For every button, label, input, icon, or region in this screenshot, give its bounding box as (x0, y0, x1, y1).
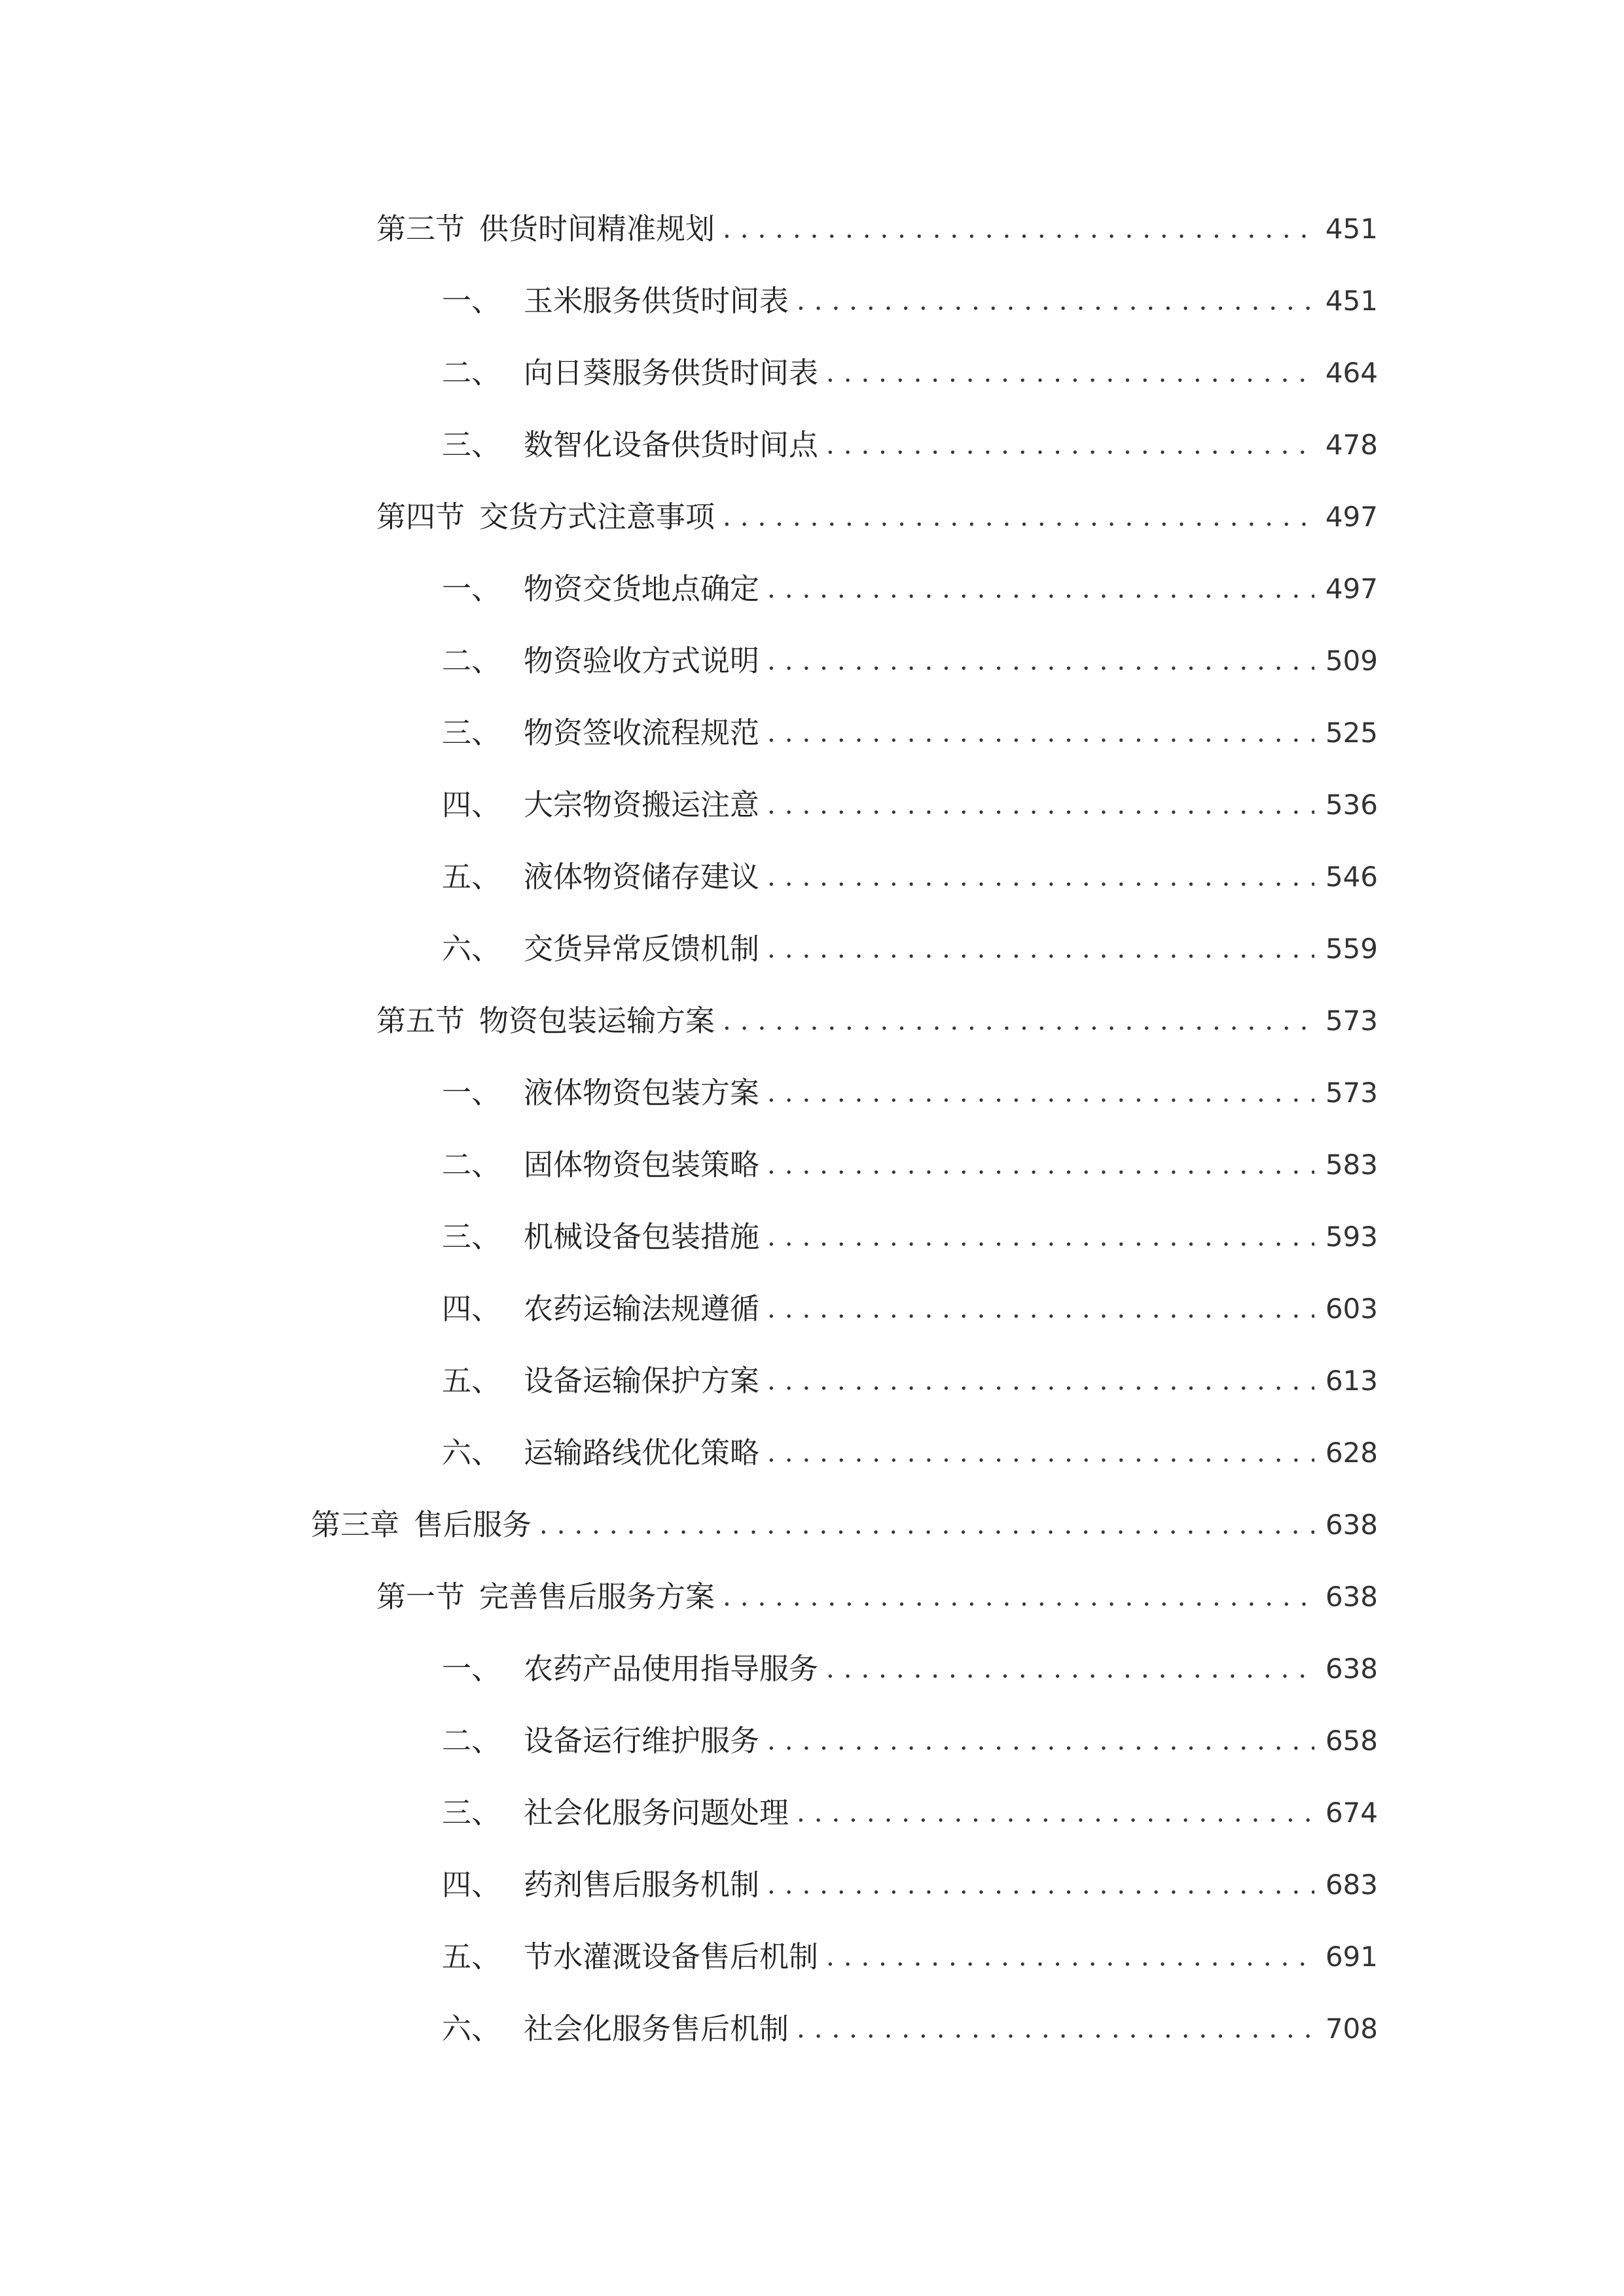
toc-entry-title: 社会化服务问题处理 (524, 1795, 789, 1830)
toc-entry-page: 583 (1325, 1149, 1378, 1181)
toc-entry-title: 液体物资包装方案 (524, 1075, 760, 1110)
dot-leader (723, 1571, 1314, 1623)
toc-entry-item[interactable] (442, 1139, 1378, 1191)
toc-entry-number: 六、 (442, 931, 501, 966)
dot-leader (826, 1643, 1314, 1695)
toc-entry-item[interactable] (442, 1283, 1378, 1335)
toc-entry-title: 物资验收方式说明 (524, 643, 760, 678)
dot-leader (723, 995, 1314, 1047)
toc-entry-item[interactable] (442, 1427, 1378, 1479)
toc-entry-title: 机械设备包装措施 (524, 1219, 760, 1254)
toc-entry-page: 603 (1325, 1293, 1378, 1325)
toc-entry-number: 二、 (442, 643, 501, 678)
dot-leader (767, 1067, 1314, 1119)
toc-entry-page: 638 (1325, 1509, 1378, 1541)
toc-entry-page: 628 (1325, 1437, 1378, 1469)
toc-entry-title: 固体物资包装策略 (524, 1147, 760, 1182)
dot-leader (723, 203, 1314, 255)
toc-entry-title: 交货异常反馈机制 (524, 931, 760, 966)
toc-entry-title: 物资签收流程规范 (524, 715, 760, 750)
dot-leader (767, 563, 1314, 615)
toc-entry-page: 464 (1325, 357, 1378, 389)
toc-entry-page: 638 (1325, 1581, 1378, 1613)
toc-entry-number: 一、 (442, 1075, 501, 1110)
dot-leader (767, 1139, 1314, 1191)
dot-leader (797, 2003, 1314, 2055)
toc-entry-title: 数智化设备供货时间点 (524, 427, 819, 462)
toc-entry-page: 509 (1325, 645, 1378, 677)
toc-entry-title: 物资包装运输方案 (479, 1003, 715, 1038)
toc-entry-page: 451 (1325, 285, 1378, 317)
toc-entry-title: 向日葵服务供货时间表 (524, 355, 819, 390)
dot-leader (767, 1211, 1314, 1263)
dot-leader (767, 851, 1314, 903)
toc-entry-page: 658 (1325, 1725, 1378, 1757)
toc-entry-item[interactable] (442, 635, 1378, 687)
dot-leader (723, 491, 1314, 543)
dot-leader (767, 1859, 1314, 1911)
toc-entry-number: 三、 (442, 1219, 501, 1254)
toc-entry-page: 674 (1325, 1797, 1378, 1829)
toc-entry-number: 五、 (442, 1363, 501, 1398)
toc-entry-item[interactable] (442, 707, 1378, 759)
toc-entry-page: 708 (1325, 2013, 1378, 2045)
toc-entry-item[interactable] (442, 347, 1378, 399)
toc-entry-page: 451 (1325, 213, 1378, 245)
toc-entry-section[interactable] (376, 491, 1378, 543)
dot-leader (826, 419, 1314, 471)
toc-entry-number: 四、 (442, 787, 501, 822)
toc-entry-page: 613 (1325, 1365, 1378, 1397)
toc-entry-item[interactable] (442, 1643, 1378, 1695)
toc-entry-section[interactable] (376, 995, 1378, 1047)
toc-entry-number: 第三章 (311, 1507, 400, 1542)
toc-entry-number: 四、 (442, 1867, 501, 1902)
toc-entry-title: 运输路线优化策略 (524, 1435, 760, 1470)
toc-entry-page: 497 (1325, 501, 1378, 533)
toc-entry-page: 573 (1325, 1005, 1378, 1037)
dot-leader (767, 1355, 1314, 1407)
dot-leader (826, 1931, 1314, 1983)
toc-entry-page: 525 (1325, 717, 1378, 749)
toc-entry-item[interactable] (442, 419, 1378, 471)
toc-entry-number: 第四节 (376, 499, 465, 534)
toc-entry-number: 六、 (442, 1435, 501, 1470)
toc-entry-item[interactable] (442, 779, 1378, 831)
dot-leader (797, 275, 1314, 327)
toc-entry-title: 交货方式注意事项 (479, 499, 715, 534)
toc-entry-title: 液体物资储存建议 (524, 859, 760, 894)
toc-entry-title: 供货时间精准规划 (479, 211, 715, 246)
toc-entry-item[interactable] (442, 1715, 1378, 1767)
toc-entry-number: 五、 (442, 1939, 501, 1974)
toc-entry-page: 546 (1325, 861, 1378, 893)
toc-entry-item[interactable] (442, 275, 1378, 327)
toc-entry-number: 一、 (442, 571, 501, 606)
toc-entry-title: 农药产品使用指导服务 (524, 1651, 819, 1686)
toc-entry-page: 593 (1325, 1221, 1378, 1253)
toc-entry-page: 573 (1325, 1077, 1378, 1109)
toc-entry-number: 第三节 (376, 211, 465, 246)
toc-entry-title: 完善售后服务方案 (479, 1579, 715, 1614)
toc-entry-number: 五、 (442, 859, 501, 894)
toc-entry-page: 559 (1325, 933, 1378, 965)
toc-entry-title: 设备运行维护服务 (524, 1723, 760, 1758)
toc-entry-chapter[interactable] (311, 1499, 1378, 1551)
toc-entry-page: 478 (1325, 429, 1378, 461)
toc-entry-title: 设备运输保护方案 (524, 1363, 760, 1398)
toc-entry-item[interactable] (442, 563, 1378, 615)
toc-entry-number: 二、 (442, 1723, 501, 1758)
toc-entry-section[interactable] (376, 1571, 1378, 1623)
toc-entry-title: 药剂售后服务机制 (524, 1867, 760, 1902)
toc-entry-item[interactable] (442, 851, 1378, 903)
toc-entry-page: 683 (1325, 1869, 1378, 1901)
toc-entry-item[interactable] (442, 2003, 1378, 2055)
toc-entry-title: 社会化服务售后机制 (524, 2011, 789, 2046)
toc-entry-item[interactable] (442, 1211, 1378, 1263)
toc-entry-number: 六、 (442, 2011, 501, 2046)
toc-entry-item[interactable] (442, 1859, 1378, 1911)
toc-entry-page: 536 (1325, 789, 1378, 821)
dot-leader (826, 347, 1314, 399)
toc-entry-number: 二、 (442, 355, 501, 390)
toc-entry-title: 大宗物资搬运注意 (524, 787, 760, 822)
toc-entry-number: 第一节 (376, 1579, 465, 1614)
dot-leader (767, 1715, 1314, 1767)
toc-entry-page: 691 (1325, 1941, 1378, 1973)
dot-leader (767, 635, 1314, 687)
dot-leader (767, 923, 1314, 975)
toc-entry-page: 638 (1325, 1653, 1378, 1685)
toc-entry-number: 一、 (442, 1651, 501, 1686)
toc-entry-item[interactable] (442, 1355, 1378, 1407)
dot-leader (767, 1427, 1314, 1479)
toc-entry-title: 节水灌溉设备售后机制 (524, 1939, 819, 1974)
toc-entry-page: 497 (1325, 573, 1378, 605)
dot-leader (767, 1283, 1314, 1335)
toc-entry-title: 农药运输法规遵循 (524, 1291, 760, 1326)
toc-entry-title: 玉米服务供货时间表 (524, 283, 789, 318)
toc-entry-item[interactable] (442, 923, 1378, 975)
toc-entry-number: 第五节 (376, 1003, 465, 1038)
dot-leader (767, 707, 1314, 759)
dot-leader (797, 1787, 1314, 1839)
toc-entry-item[interactable] (442, 1787, 1378, 1839)
toc-entry-number: 三、 (442, 715, 501, 750)
toc-entry-item[interactable] (442, 1931, 1378, 1983)
toc-entry-title: 物资交货地点确定 (524, 571, 760, 606)
toc-entry-number: 二、 (442, 1147, 501, 1182)
toc-entry-number: 一、 (442, 283, 501, 318)
toc-entry-title: 售后服务 (414, 1507, 532, 1542)
dot-leader (767, 779, 1314, 831)
toc-entry-number: 四、 (442, 1291, 501, 1326)
toc-entry-number: 三、 (442, 1795, 501, 1830)
dot-leader (539, 1499, 1314, 1551)
toc-entry-section[interactable] (376, 203, 1378, 255)
toc-entry-item[interactable] (442, 1067, 1378, 1119)
toc-entry-number: 三、 (442, 427, 501, 462)
